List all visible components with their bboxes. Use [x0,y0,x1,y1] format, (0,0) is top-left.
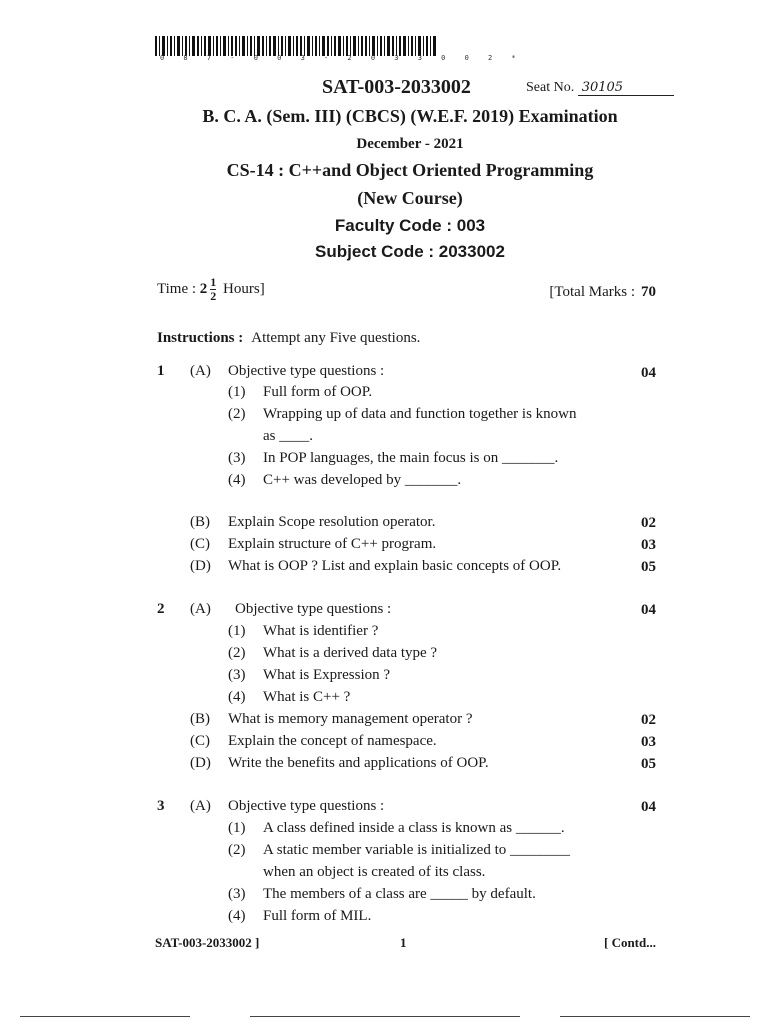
barcode-digits: 0 8 7 - 0 0 3 - 2 0 3 3 0 0 2 * [160,54,524,62]
item-text: What is C++ ? [263,689,351,705]
instructions-text: Attempt any Five questions. [251,330,421,346]
total-marks-label: [Total Marks : [549,284,635,300]
item-number: (1) [228,820,246,836]
item-text: Wrapping up of data and function together is known [263,406,577,422]
part-text: Write the benefits and applications of OOP. [228,755,489,771]
part-text: Explain the concept of namespace. [228,733,437,749]
part-text: Objective type questions : [228,798,385,814]
item-number: (1) [228,384,246,400]
total-marks-value: 70 [641,284,656,300]
item-text: What is a derived data type ? [263,645,438,661]
item-number: (2) [228,645,246,661]
item-text: A static member variable is initialized to ________ [263,842,571,858]
part-marks: 04 [641,365,656,381]
page-number: 1 [400,935,407,950]
item-text: What is Expression ? [263,667,391,683]
item-text: In POP languages, the main focus is on _______. [263,450,559,466]
item-number: (3) [228,667,246,683]
part-label: (A) [190,798,211,814]
item-number: (3) [228,450,246,466]
seat-value: 30105 [578,80,674,96]
part-text: Objective type questions : [235,601,392,617]
continued-label: [ Contd... [603,935,656,950]
item-text: when an object is created of its class. [263,864,486,880]
bottom-divider [250,1016,520,1017]
item-text: C++ was developed by _______. [263,472,462,488]
part-marks: 03 [641,537,656,553]
faculty-code: Faculty Code : 003 [334,216,486,235]
part-label: (B) [190,514,210,530]
instructions [157,330,420,347]
part-marks: 04 [641,602,656,618]
subject-title: CS-14 : C++and Object Oriented Programming [226,160,594,180]
item-text: Full form of OOP. [263,384,373,400]
item-number: (4) [228,472,246,488]
time-numerator: 1 [210,275,217,289]
barcode-image [155,36,437,56]
time-whole: 2 [199,280,208,297]
part-text: Explain Scope resolution operator. [228,514,436,530]
part-marks: 05 [641,559,656,575]
seat-label: Seat No. [526,80,575,95]
part-label: (C) [190,536,210,552]
part-label: (D) [190,755,211,771]
time-unit: Hours] [223,280,265,297]
question-number: 2 [157,601,165,617]
time-allowed [157,276,265,312]
paper-code: SAT-003-2033002 [322,76,471,98]
item-number: (3) [228,886,246,902]
total-marks [549,284,656,301]
exam-title: B. C. A. (Sem. III) (CBCS) (W.E.F. 2019) Examination [202,106,618,126]
time-fraction [210,276,216,303]
part-label: (A) [190,363,211,379]
item-number: (2) [228,842,246,858]
part-label: (A) [190,601,211,617]
item-text: as ____. [263,428,313,444]
question-number: 1 [157,363,165,379]
item-text: A class defined inside a class is known as ______. [263,820,565,836]
item-text: What is identifier ? [263,623,379,639]
part-label: (B) [190,711,210,727]
part-marks: 04 [641,799,656,815]
bottom-divider [560,1016,750,1017]
part-text: Explain structure of C++ program. [228,536,437,552]
part-text: What is memory management operator ? [228,711,473,727]
item-number: (4) [228,689,246,705]
item-number: (2) [228,406,246,422]
part-label: (D) [190,558,211,574]
part-text: What is OOP ? List and explain basic concepts of OOP. [228,558,562,574]
part-marks: 03 [641,734,656,750]
exam-month: December - 2021 [356,136,464,152]
seat-number [526,80,674,96]
time-label: Time : [157,280,197,297]
question-number: 3 [157,798,165,814]
item-text: The members of a class are _____ by default. [263,886,536,902]
subject-code: Subject Code : 2033002 [315,242,505,261]
part-marks: 05 [641,756,656,772]
bottom-divider [20,1016,190,1017]
course-type: (New Course) [357,188,463,208]
part-text: Objective type questions : [228,363,385,379]
time-denominator: 2 [210,289,217,303]
instructions-label: Instructions : [157,330,244,346]
item-number: (1) [228,623,246,639]
part-label: (C) [190,733,210,749]
item-text: Full form of MIL. [263,908,372,924]
part-marks: 02 [641,515,656,531]
item-number: (4) [228,908,246,924]
part-marks: 02 [641,712,656,728]
footer-paper-code: SAT-003-2033002 ] [155,935,260,950]
